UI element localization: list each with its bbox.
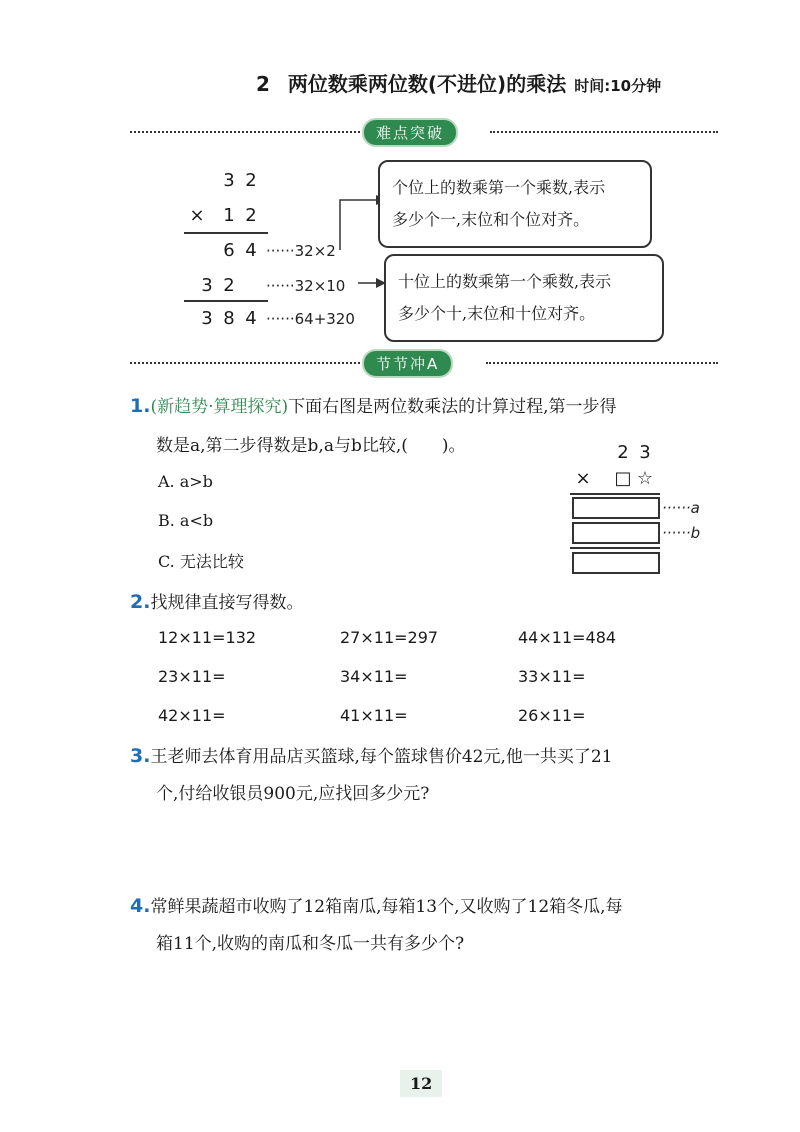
eq-row1-col1: 12×11=132 — [158, 628, 257, 647]
figure-box-a — [572, 497, 660, 519]
eq-row3-col1: 42×11= — [158, 706, 226, 725]
example-result: 3 8 4 — [201, 308, 257, 329]
option-a: A. a>b — [158, 472, 213, 491]
question-2: 2.找规律直接写得数。 — [130, 591, 304, 613]
example-partial-1: 6 4 — [223, 240, 257, 261]
eq-row1-col2: 27×11=297 — [340, 628, 439, 647]
example-partial-1-note: ······32×2 — [266, 242, 336, 260]
divider-right-2 — [486, 362, 718, 364]
option-b: B. a<b — [158, 511, 214, 530]
example-result-note: ······64+320 — [266, 310, 355, 328]
square-icon: □ — [614, 468, 632, 489]
divider-left-1 — [130, 131, 360, 133]
question-1-line-2: 数是a,第二步得数是b,a与b比较,( )。 — [156, 436, 466, 456]
eq-row1-col3: 44×11=484 — [518, 628, 617, 647]
section-difficulty-label: 难点突破 — [362, 118, 458, 147]
example-partial-2-note: ······32×10 — [266, 277, 346, 295]
section-practice-label: 节节冲A — [362, 349, 453, 378]
example-multiplier: × 1 2 — [189, 205, 257, 226]
option-c: C. 无法比较 — [158, 552, 244, 571]
figure-top-number: 2 3 — [617, 442, 651, 463]
eq-row2-col1: 23×11= — [158, 667, 226, 686]
eq-row3-col2: 41×11= — [340, 706, 408, 725]
example-line-2 — [184, 300, 268, 302]
question-4: 4.常鲜果蔬超市收购了12箱南瓜,每箱13个,又收购了12箱冬瓜,每 — [130, 895, 623, 917]
figure-label-b: ······b — [662, 524, 701, 542]
figure-box-result — [572, 552, 660, 574]
eq-row2-col3: 33×11= — [518, 667, 586, 686]
example-line-1 — [184, 232, 268, 234]
explain-box-tens: 十位上的数乘第一个乘数,表示 多少个十,末位和十位对齐。 — [384, 254, 664, 342]
question-4-line-2: 箱11个,收购的南瓜和冬瓜一共有多少个? — [156, 934, 465, 954]
page-title — [256, 68, 661, 97]
eq-row3-col3: 26×11= — [518, 706, 586, 725]
divider-right-1 — [490, 131, 718, 133]
question-3-line-2: 个,付给收银员900元,应找回多少元? — [156, 784, 430, 804]
figure-line-1 — [570, 493, 660, 495]
figure-label-a: ······a — [662, 499, 700, 517]
explain-box-ones: 个位上的数乘第一个乘数,表示 多少个一,末位和个位对齐。 — [378, 160, 652, 248]
figure-box-b — [572, 522, 660, 544]
lesson-title: 两位数乘两位数(不进位)的乘法 — [287, 72, 567, 96]
star-icon: ☆ — [636, 468, 654, 489]
divider-left-2 — [130, 362, 360, 364]
question-1: 1.(新趋势·算理探究)下面右图是两位数乘法的计算过程,第一步得 — [130, 395, 617, 417]
question-3: 3.王老师去体育用品店买篮球,每个篮球售价42元,他一共买了21 — [130, 745, 613, 767]
lesson-number: 2 — [256, 72, 270, 96]
page-number: 12 — [400, 1070, 442, 1097]
figure-line-2 — [570, 547, 660, 549]
figure-multiplier-row: × □ ☆ — [572, 468, 656, 489]
example-top-number: 3 2 — [223, 170, 257, 191]
time-limit: 时间:10分钟 — [574, 77, 662, 95]
eq-row2-col2: 34×11= — [340, 667, 408, 686]
example-partial-2: 3 2 — [201, 275, 235, 296]
